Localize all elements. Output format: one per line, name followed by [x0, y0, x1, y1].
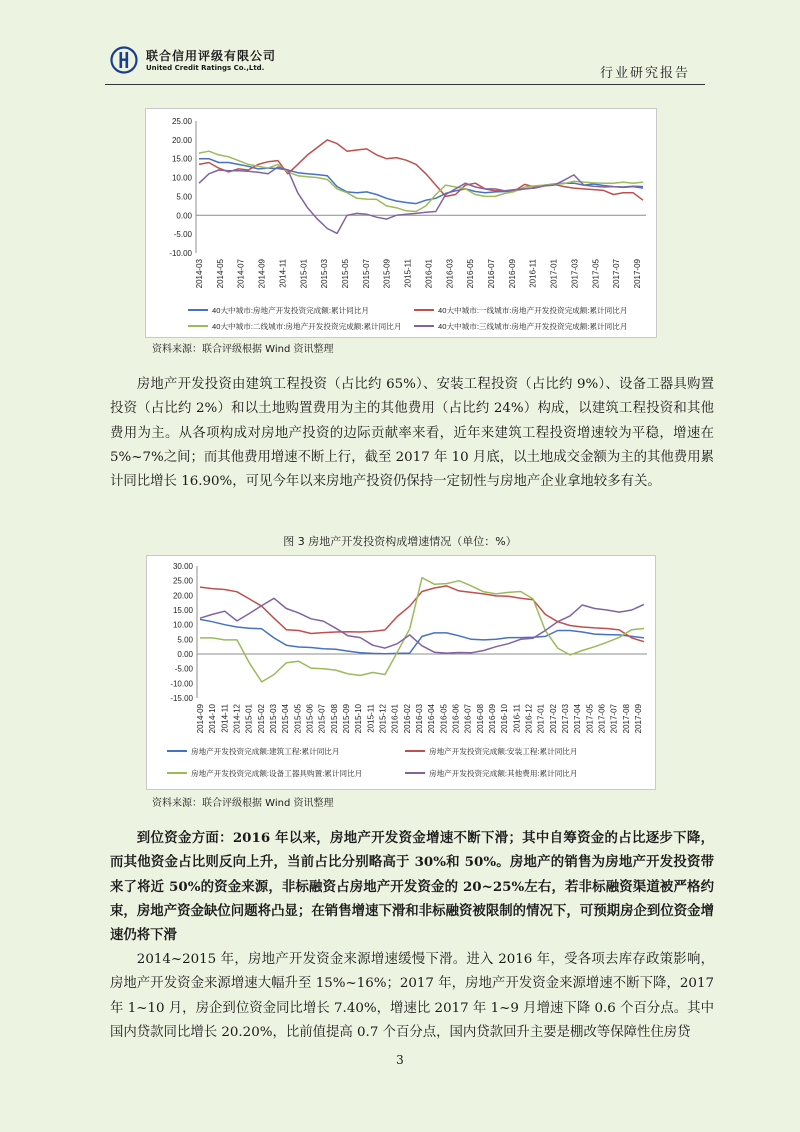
paragraph-funding-detail: 2014~2015 年，房地产开发资金来源增速缓慢下滑。进入 2016 年，受各项去库存政策影响，房地产开发资金来源增速大幅升至 15%~16%；2017 年，房地产开发资金来源增速不断下降，2017 年 1~10 月，房企到位资金同比增长 7.40%，增速比 2017 年 1~9 月增速下降 0.6 个百分点。其中国内贷款同比增长 20.20%，比前值提高 0.7 个百分点，国内贷款回升主要是棚改等保障性住房贷	[110, 952, 714, 1040]
x-tick-label: 2016-07	[463, 704, 473, 734]
x-tick-label: 2016-05	[466, 259, 476, 289]
x-tick-label: 2015-10	[354, 704, 364, 734]
x-tick-label: 2014-11	[220, 704, 230, 733]
legend-label: 40大中城市:房地产开发投资完成额:累计同比月	[212, 306, 369, 315]
company-logo-icon	[110, 46, 138, 74]
x-tick-label: 2017-08	[621, 704, 631, 734]
series-line	[200, 578, 644, 682]
y-tick-label: 25.00	[172, 576, 193, 586]
series-line	[200, 619, 644, 653]
x-tick-label: 2017-05	[585, 704, 595, 734]
x-tick-label: 2017-04	[573, 704, 583, 734]
x-tick-label: 2017-05	[591, 259, 601, 289]
legend-label: 房地产开发投资完成额:其他费用:累计同比月	[429, 769, 578, 778]
x-tick-label: 2015-07	[317, 704, 327, 734]
legend-label: 房地产开发投资完成额:安装工程:累计同比月	[429, 747, 578, 756]
x-tick-label: 2016-01	[424, 259, 434, 289]
series-line	[199, 167, 643, 233]
x-tick-label: 2016-03	[445, 259, 455, 289]
x-tick-label: 2016-09	[488, 704, 497, 734]
x-tick-label: 2014-07	[236, 259, 246, 289]
x-tick-label: 2014-09	[196, 704, 205, 734]
source-note-fig2: 资料来源：联合评级根据 Wind 资讯整理	[152, 344, 334, 355]
x-tick-label: 2015-12	[378, 704, 388, 734]
x-tick-label: 2015-09	[382, 259, 392, 289]
x-tick-label: 2014-10	[208, 704, 218, 734]
x-tick-label: 2016-02	[402, 704, 412, 734]
document-type: 行业研究报告	[599, 66, 690, 81]
x-tick-label: 2015-03	[269, 704, 278, 734]
x-tick-label: 2016-01	[390, 704, 400, 734]
x-tick-label: 2015-08	[329, 704, 339, 734]
paragraph-funding-summary: 到位资金方面：2016 年以来，房地产开发资金增速不断下滑；其中自筹资金的占比逐步下降，而其他资金占比则反向上升，当前占比分别略高于 30%和 50%。房地产的销售为房地产开发投资带来了将近 50%的资金来源，非标融资占房地产开发资金的 20~25%左右，若非标融资渠道被严格约束，房地产资金缺位问题将凸显；在销售增速下滑和非标融资被限制的情况下，可预期房企到位资金增速仍将下滑	[110, 830, 714, 944]
company-name-en: United Credit Ratings Co.,Ltd.	[146, 64, 265, 72]
x-tick-label: 2016-04	[427, 704, 437, 734]
x-tick-label: 2015-06	[305, 704, 315, 734]
x-tick-label: 2015-01	[299, 259, 309, 289]
x-tick-label: 2017-07	[612, 259, 622, 289]
y-tick-label: 15.00	[171, 154, 192, 164]
y-tick-label: 5.00	[177, 635, 193, 645]
x-tick-label: 2014-09	[257, 259, 267, 289]
y-tick-label: -5.00	[173, 230, 192, 240]
paragraph-investment-composition: 房地产开发投资由建筑工程投资（占比约 65%）、安装工程投资（占比约 9%）、设备工器具购置投资（占比约 2%）和以土地购置费用为主的其他费用（占比约 24%）构成，以建筑工程投资和其他费用为主。从各项构成对房地产投资的边际贡献率来看，近年来建筑工程投资增速较为平稳，增速在 5%~7%之间；而其他费用增速不断上行，截至 2017 年 10 月底，以土地成交金额为主的其他费用累计同比增长 16.90%，可见今年以来房地产投资仍保持一定韧性与房地产企业拿地较多有关。	[110, 377, 714, 490]
x-tick-label: 2015-05	[293, 704, 303, 734]
figure-3-title: 图 3 房地产开发投资构成增速情况（单位：%）	[283, 535, 517, 548]
source-note-fig3: 资料来源：联合评级根据 Wind 资讯整理	[152, 798, 334, 809]
y-tick-label: 5.00	[176, 192, 192, 202]
x-tick-label: 2016-07	[487, 259, 496, 289]
x-tick-label: 2015-11	[366, 704, 376, 733]
legend-label: 房地产开发投资完成额:设备工器具购置:累计同比月	[191, 769, 363, 778]
page-header	[110, 40, 710, 82]
x-tick-label: 2017-01	[536, 704, 546, 734]
x-tick-label: 2017-06	[597, 704, 607, 734]
x-tick-label: 2017-03	[561, 704, 570, 734]
x-tick-label: 2017-09	[634, 704, 643, 734]
x-tick-label: 2016-10	[500, 704, 510, 734]
y-tick-label: 20.00	[171, 135, 192, 145]
y-tick-label: 30.00	[172, 562, 193, 571]
legend-label: 40大中城市:二线城市:房地产开发投资完成额:累计同比月	[212, 322, 402, 331]
x-tick-label: 2017-02	[548, 704, 558, 734]
x-tick-label: 2014-12	[232, 704, 242, 734]
y-tick-label: -10.00	[169, 249, 192, 258]
x-tick-label: 2017-01	[549, 259, 559, 289]
company-name-cn: 联合信用评级有限公司	[146, 49, 277, 63]
x-tick-label: 2016-09	[507, 259, 517, 289]
y-tick-label: 10.00	[172, 620, 193, 630]
x-tick-label: 2015-09	[342, 704, 351, 734]
x-tick-label: 2014-03	[195, 259, 204, 289]
legend-label: 房地产开发投资完成额:建筑工程:累计同比月	[191, 747, 340, 756]
x-tick-label: 2015-05	[341, 259, 350, 289]
x-tick-label: 2016-11	[528, 259, 538, 288]
y-tick-label: 0.00	[176, 211, 192, 221]
y-tick-label: 10.00	[171, 173, 192, 183]
legend-label: 40大中城市:一线城市:房地产开发投资完成额:累计同比月	[438, 306, 628, 315]
y-tick-label: -5.00	[174, 664, 193, 674]
header-rule	[105, 84, 705, 85]
x-tick-label: 2017-03	[570, 259, 580, 289]
x-tick-label: 2015-04	[281, 704, 291, 734]
x-tick-label: 2015-11	[403, 259, 413, 288]
y-tick-label: 15.00	[172, 606, 193, 615]
x-tick-label: 2014-05	[215, 259, 225, 289]
x-tick-label: 2014-11	[278, 259, 288, 288]
y-tick-label: 25.00	[171, 117, 192, 126]
x-tick-label: 2017-07	[609, 704, 619, 734]
y-tick-label: 0.00	[177, 650, 193, 659]
investment-components-line-chart	[147, 556, 655, 789]
x-tick-label: 2016-05	[439, 704, 449, 734]
chart-investment-components	[146, 555, 656, 790]
x-tick-label: 2016-03	[415, 704, 424, 734]
x-tick-label: 2016-08	[475, 704, 485, 734]
x-tick-label: 2017-09	[633, 259, 642, 289]
x-tick-label: 2016-12	[524, 704, 534, 734]
legend-label: 40大中城市:三线城市:房地产开发投资完成额:累计同比月	[438, 322, 628, 331]
city-investment-line-chart	[146, 109, 656, 337]
series-line	[199, 140, 643, 200]
y-tick-label: 20.00	[172, 591, 193, 601]
y-tick-label: -10.00	[170, 679, 193, 689]
chart-city-investment	[145, 108, 657, 338]
x-tick-label: 2015-03	[320, 259, 330, 289]
x-tick-label: 2016-06	[451, 704, 461, 734]
x-tick-label: 2016-11	[512, 704, 522, 733]
x-tick-label: 2015-02	[256, 704, 266, 734]
x-tick-label: 2015-01	[244, 704, 254, 734]
x-tick-label: 2015-07	[361, 259, 371, 289]
y-tick-label: -15.00	[170, 694, 193, 703]
page-number: 3	[396, 1053, 404, 1067]
